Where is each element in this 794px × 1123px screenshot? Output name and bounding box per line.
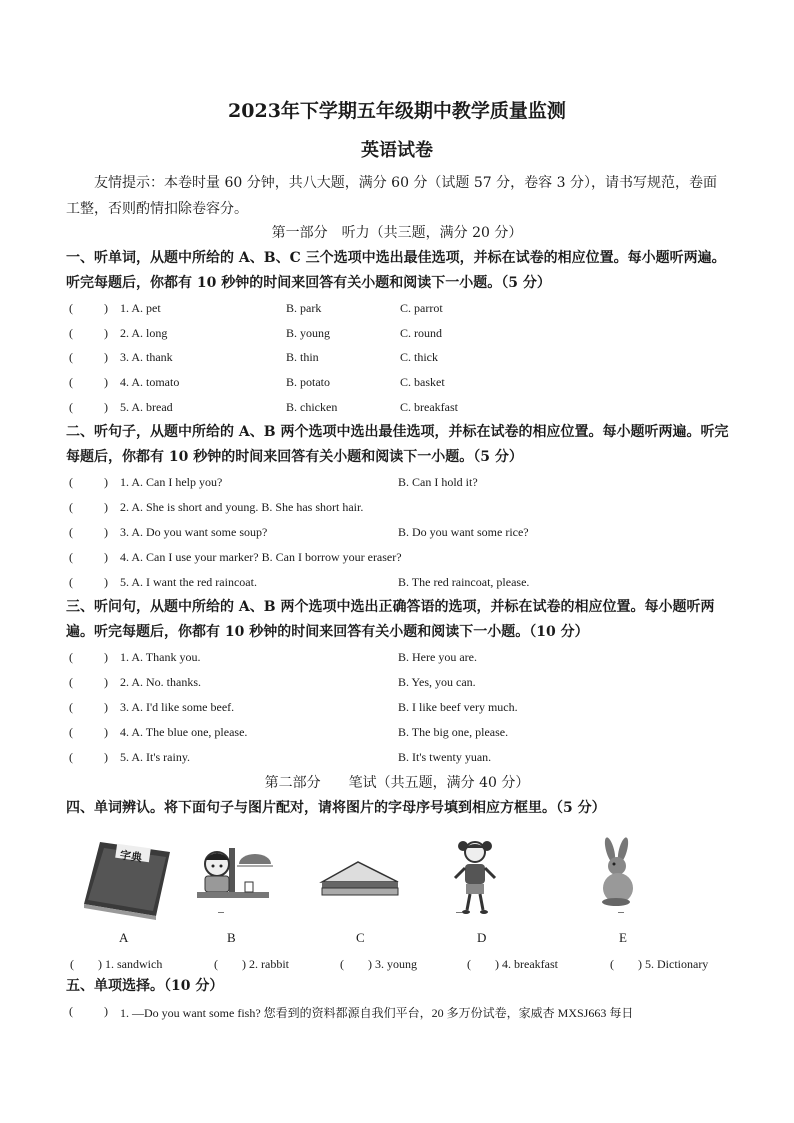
match-item-breakfast[interactable]: ( ) 4. breakfast bbox=[467, 957, 558, 971]
s5-item-1 bbox=[66, 1004, 730, 1024]
s3-item-3 bbox=[66, 700, 730, 720]
divider bbox=[218, 912, 224, 913]
exam-subtitle: 英语试卷 bbox=[361, 140, 433, 161]
answer-paren-close[interactable]: ) bbox=[104, 750, 108, 764]
option-a: 1. A. Thank you. bbox=[120, 650, 201, 664]
option-b: B. young bbox=[286, 326, 331, 340]
s1-item-1 bbox=[66, 301, 730, 321]
s1-item-5 bbox=[66, 400, 730, 420]
answer-paren-close[interactable]: ) bbox=[104, 350, 108, 364]
picture-label-d: D bbox=[477, 930, 487, 945]
option-a: 4. A. Can I use your marker? B. Can I borrow your eraser? bbox=[120, 550, 402, 564]
answer-paren-close[interactable]: ) bbox=[104, 301, 108, 315]
s2-item-3 bbox=[66, 525, 730, 545]
answer-paren-close[interactable]: ) bbox=[104, 700, 108, 714]
picture-label-e: E bbox=[619, 930, 627, 945]
breakfast-picture bbox=[195, 842, 275, 910]
s2-item-5 bbox=[66, 575, 730, 595]
option-a: 3. A. I'd like some beef. bbox=[120, 700, 235, 714]
option-b: B. potato bbox=[286, 375, 330, 389]
option-b: B. thin bbox=[286, 350, 319, 364]
answer-paren-open[interactable]: ( bbox=[69, 675, 73, 689]
answer-paren-open[interactable]: ( bbox=[69, 475, 73, 489]
section2-heading: 二、听句子，从题中所给的 A、B 两个选项中选出最佳选项，并标在试卷的相应位置。每小题听两遍。听完每题后，你都有 10 秒钟的时间来回答有关小题和阅读下一小题。（5 分） bbox=[66, 424, 729, 465]
match-item-young[interactable]: ( ) 3. young bbox=[340, 957, 417, 971]
answer-paren-open[interactable]: ( bbox=[69, 650, 73, 664]
option-b: B. Here you are. bbox=[398, 650, 477, 664]
match-item-dictionary[interactable]: ( ) 5. Dictionary bbox=[610, 957, 709, 971]
s3-item-2 bbox=[66, 675, 730, 695]
answer-paren-open[interactable]: ( bbox=[69, 350, 73, 364]
answer-paren-open[interactable]: ( bbox=[69, 750, 73, 764]
option-a: 4. A. The blue one, please. bbox=[120, 725, 248, 739]
part2-heading: 第二部分 笔试（共五题，满分 40 分） bbox=[264, 775, 530, 791]
match-item-rabbit[interactable]: ( ) 2. rabbit bbox=[214, 957, 289, 971]
option-b: B. Can I hold it? bbox=[398, 475, 478, 489]
option-b: B. Yes, you can. bbox=[398, 675, 476, 689]
section1-heading: 一、听单词，从题中所给的 A、B、C 三个选项中选出最佳选项，并标在试卷的相应位置。每小题听两遍。听完每题后，你都有 10 秒钟的时间来回答有关小题和阅读下一小题。（5 分） bbox=[66, 250, 726, 291]
section5-heading: 五、单项选择。（10 分） bbox=[66, 978, 224, 994]
sandwich-picture bbox=[318, 858, 402, 898]
option-b: B. It's twenty yuan. bbox=[398, 750, 492, 764]
match-item-sandwich[interactable]: ( ) 1. sandwich bbox=[70, 957, 163, 971]
picture-label-c: C bbox=[356, 930, 365, 945]
answer-paren-close[interactable]: ) bbox=[104, 725, 108, 739]
option-b: B. The big one, please. bbox=[398, 725, 509, 739]
option-a: 5. A. It's rainy. bbox=[120, 750, 191, 764]
option-a: 5. A. bread bbox=[120, 400, 173, 414]
option-c: C. breakfast bbox=[400, 400, 458, 414]
part1-heading: 第一部分 听力（共三题，满分 20 分） bbox=[271, 225, 523, 241]
exam-title: 2023年下学期五年级期中教学质量监测 bbox=[228, 100, 566, 122]
option-a: 2. A. long bbox=[120, 326, 168, 340]
answer-paren-close[interactable]: ) bbox=[104, 400, 108, 414]
s3-item-4 bbox=[66, 725, 730, 745]
s2-item-1 bbox=[66, 475, 730, 495]
option-b: B. park bbox=[286, 301, 322, 315]
option-a: 1. A. Can I help you? bbox=[120, 475, 223, 489]
answer-paren-open[interactable]: ( bbox=[69, 400, 73, 414]
answer-paren-open[interactable]: ( bbox=[69, 1004, 73, 1018]
answer-paren-open[interactable]: ( bbox=[69, 550, 73, 564]
answer-paren-close[interactable]: ) bbox=[104, 1004, 108, 1018]
option-b: B. The red raincoat, please. bbox=[398, 575, 530, 589]
question-text: 1. —Do you want some fish? 您看到的资料都源自我们平台，20 多万份试卷，家威杏 MXSJ663 每日 bbox=[120, 1006, 634, 1020]
answer-paren-close[interactable]: ) bbox=[104, 525, 108, 539]
answer-paren-close[interactable]: ) bbox=[104, 675, 108, 689]
option-a: 3. A. Do you want some soup? bbox=[120, 525, 268, 539]
answer-paren-close[interactable]: ) bbox=[104, 575, 108, 589]
option-a: 4. A. tomato bbox=[120, 375, 180, 389]
notice-text: 友情提示：本卷时量 60 分钟，共八大题，满分 60 分（试题 57 分，卷容 3 分），请书写规范，卷面工整，否则酌情扣除卷容分。 bbox=[66, 175, 717, 217]
picture-label-b: B bbox=[227, 930, 236, 945]
answer-paren-open[interactable]: ( bbox=[69, 700, 73, 714]
option-a: 3. A. thank bbox=[120, 350, 173, 364]
answer-paren-close[interactable]: ) bbox=[104, 375, 108, 389]
rabbit-picture bbox=[590, 836, 646, 908]
s3-item-5 bbox=[66, 750, 730, 770]
answer-paren-open[interactable]: ( bbox=[69, 525, 73, 539]
answer-paren-close[interactable]: ) bbox=[104, 475, 108, 489]
section4-heading: 四、单词辨认。将下面句子与图片配对，请将图片的字母序号填到相应方框里。（5 分） bbox=[66, 800, 606, 816]
section3-heading: 三、听问句，从题中所给的 A、B 两个选项中选出正确答语的选项，并标在试卷的相应位置。每小题听两遍。听完每题后，你都有 10 秒钟的时间来回答有关小题和阅读下一小题。（10 分） bbox=[66, 599, 715, 640]
answer-paren-close[interactable]: ) bbox=[104, 650, 108, 664]
option-c: C. round bbox=[400, 326, 442, 340]
option-b: B. I like beef very much. bbox=[398, 700, 518, 714]
dictionary-cover-text: 字典 bbox=[119, 848, 143, 865]
answer-paren-open[interactable]: ( bbox=[69, 575, 73, 589]
option-a: 5. A. I want the red raincoat. bbox=[120, 575, 257, 589]
option-a: 1. A. pet bbox=[120, 301, 161, 315]
divider bbox=[618, 912, 624, 913]
option-c: C. parrot bbox=[400, 301, 443, 315]
answer-paren-close[interactable]: ) bbox=[104, 326, 108, 340]
option-c: C. basket bbox=[400, 375, 445, 389]
s1-item-3 bbox=[66, 350, 730, 370]
option-a: 2. A. She is short and young. B. She has short hair. bbox=[120, 500, 364, 514]
s1-item-2 bbox=[66, 326, 730, 346]
answer-paren-open[interactable]: ( bbox=[69, 725, 73, 739]
option-a: 2. A. No. thanks. bbox=[120, 675, 201, 689]
young-girl-picture bbox=[445, 838, 505, 916]
option-b: B. Do you want some rice? bbox=[398, 525, 529, 539]
answer-paren-open[interactable]: ( bbox=[69, 301, 73, 315]
s1-item-4 bbox=[66, 375, 730, 395]
answer-paren-open[interactable]: ( bbox=[69, 375, 73, 389]
answer-paren-open[interactable]: ( bbox=[69, 326, 73, 340]
answer-paren-close[interactable]: ) bbox=[104, 550, 108, 564]
divider bbox=[456, 912, 462, 913]
answer-paren-close[interactable]: ) bbox=[104, 500, 108, 514]
picture-label-a: A bbox=[119, 930, 129, 945]
answer-paren-open[interactable]: ( bbox=[69, 500, 73, 514]
s3-item-1 bbox=[66, 650, 730, 670]
s2-item-4 bbox=[66, 550, 730, 570]
s2-item-2 bbox=[66, 500, 730, 520]
option-b: B. chicken bbox=[286, 400, 338, 414]
option-c: C. thick bbox=[400, 350, 438, 364]
